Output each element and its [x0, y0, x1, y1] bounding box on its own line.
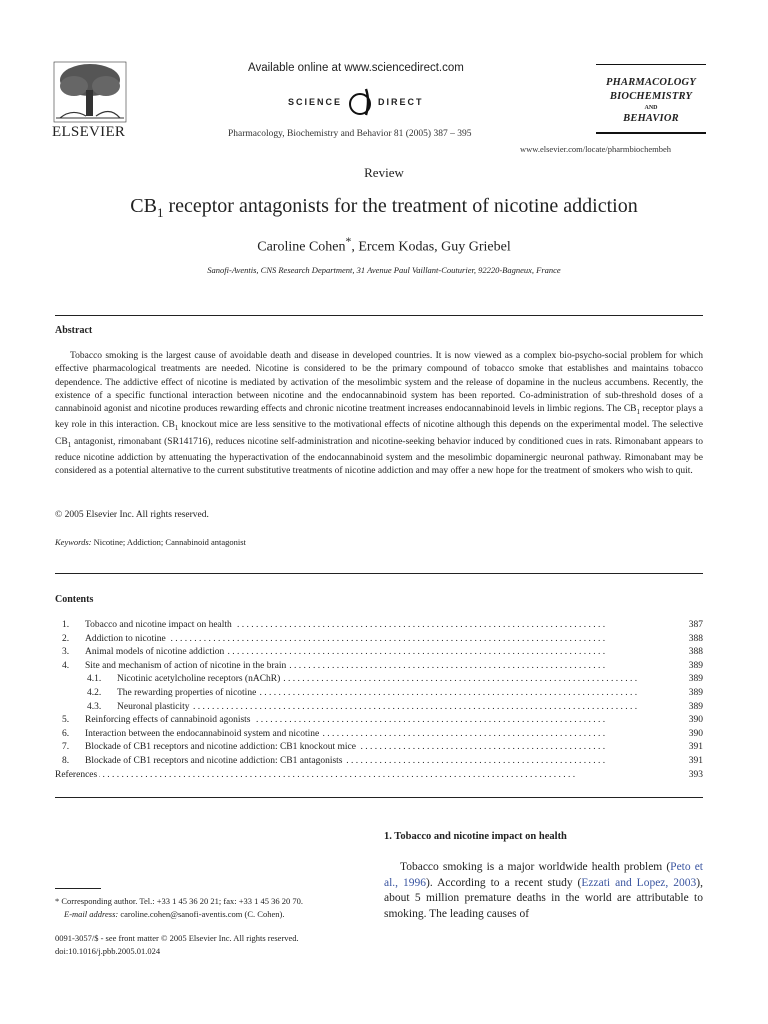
reference-link[interactable]: Peto et al., 1996 — [384, 861, 704, 889]
toc-page: 391 — [688, 742, 703, 753]
toc-title[interactable]: Tobacco and nicotine impact on health — [85, 620, 232, 630]
toc-number: 4.3. — [87, 701, 102, 712]
toc-number: 2. — [62, 633, 70, 644]
paragraph-text: ). According to a recent study ( — [426, 876, 582, 889]
toc-number: 6. — [62, 728, 70, 739]
toc-page: 389 — [688, 660, 703, 671]
toc-number: 4. — [62, 660, 70, 671]
toc-title[interactable]: Site and mechanism of action of nicotine in the brain — [85, 660, 287, 671]
email-label: E-mail address: — [64, 908, 119, 919]
toc-page: 389 — [688, 687, 703, 698]
abstract-sub-2: 1 — [174, 424, 179, 433]
toc-page: 389 — [688, 701, 703, 712]
sciencedirect-logo[interactable] — [278, 85, 448, 121]
journal-line-3: AND — [644, 105, 658, 111]
toc-title[interactable]: Interaction between the endocannabinoid system and nicotine — [85, 728, 320, 739]
toc-page: 390 — [688, 715, 703, 726]
toc-row[interactable] — [62, 755, 703, 769]
contents-top-rule — [55, 573, 703, 574]
abstract-part-2: receptor plays a key role in this interaction. CB — [55, 404, 703, 431]
title-rest: receptor antagonists for the treatment of nicotine addiction — [163, 195, 638, 217]
journal-top-rule — [596, 64, 706, 65]
toc-row[interactable] — [62, 687, 703, 701]
article-type: Review — [364, 165, 404, 180]
article-title — [0, 195, 768, 221]
toc-title[interactable]: Animal models of nicotine addiction — [85, 647, 225, 658]
toc-number: 4.1. — [87, 674, 102, 685]
publisher-name: ELSEVIER — [52, 124, 126, 140]
reference-link[interactable]: Ezzati and Lopez, 2003 — [581, 876, 697, 889]
abstract-part-1: Tobacco smoking is the largest cause of avoidable death and disease in developed countries. It is now viewed as a complex bio-psycho-social problem for which effective pharmacological treatments are needed. Nicotine is considered to be the primary compound of tobacco smoke that establishes and maintains tobacco dependence. The addictive effect of nicotine is mediated by activation of the mesolimbic system and the release of dopamine in the nucleus accumbens. Recently, the existence of a specific functional interaction between nicotine and the endocannabinoid system has been reported. Co-administration of sub-threshold doses of a cannabinoid agonist and nicotine produces rewarding effects and chronic nicotine treatment increases endocannabinoid levels in limbic regions. The CB — [55, 351, 703, 415]
toc-title[interactable]: The rewarding properties of nicotine — [117, 687, 257, 698]
toc-row[interactable] — [62, 619, 703, 633]
title-cb: CB — [130, 195, 157, 217]
toc-row[interactable] — [62, 660, 703, 674]
paragraph-text: Tobacco smoking is a major worldwide health problem ( — [400, 861, 671, 873]
toc-page: 388 — [688, 633, 703, 644]
toc-number: 5. — [62, 715, 70, 726]
toc-page: 390 — [688, 728, 703, 739]
title-subscript: 1 — [156, 205, 164, 220]
issn-doi — [55, 932, 299, 958]
elsevier-tree-logo — [52, 60, 128, 126]
journal-url[interactable]: www.elsevier.com/locate/pharmbiochembeh — [520, 144, 671, 154]
keywords — [55, 537, 246, 547]
toc-row[interactable] — [55, 769, 703, 783]
abstract-part-4: antagonist, rimonabant (SR141716), reduces nicotine self-administration and nicotine-seeking behavior induced by conditioned cues in rats. Rimonabant appears to reduce nicotine addiction by attenuating the hyperactivation of the endocannabinoid system and the mesolimbic dopaminergic neuronal pathway. Rimonabant may be considered as a potential alternative to the current substitutive treatments of nicotine addiction and may offer a new hope for the treatment of smokers who wish to quit. — [55, 436, 703, 477]
toc-page: 393 — [688, 769, 703, 780]
toc-title[interactable]: Reinforcing effects of cannabinoid agonists — [85, 715, 251, 726]
toc-row[interactable] — [62, 714, 703, 728]
toc-row[interactable] — [62, 741, 703, 755]
section-1-paragraph — [384, 860, 703, 922]
toc-page: 388 — [688, 647, 703, 658]
toc-row[interactable] — [62, 728, 703, 742]
abstract-sub-3: 1 — [67, 440, 72, 449]
abstract-text — [55, 350, 703, 478]
toc-page: 391 — [688, 755, 703, 766]
toc-number: 3. — [62, 647, 70, 658]
email-address[interactable]: caroline.cohen@sanofi-aventis.com (C. Cohen). — [118, 908, 285, 919]
keywords-list: Nicotine; Addiction; Cannabinoid antagonist — [91, 537, 246, 547]
author-1[interactable]: Caroline Cohen — [257, 239, 346, 255]
toc-title[interactable]: References — [55, 769, 98, 780]
available-online-text[interactable]: Available online at www.sciencedirect.com — [248, 62, 464, 74]
footnote-marker: * — [55, 896, 60, 906]
footnote-line-1 — [55, 895, 375, 908]
journal-line-2: BIOCHEMISTRY — [609, 91, 693, 102]
toc-row[interactable] — [62, 673, 703, 687]
toc-number: 7. — [62, 742, 70, 753]
sciencedirect-left: SCIENCE — [288, 97, 343, 107]
issn-line: 0091-3057/$ - see front matter © 2005 Elsevier Inc. All rights reserved. — [55, 933, 299, 943]
abstract-part-3: knockout mice are less sensitive to the motivational effects of nicotine although this depends on the experimental model. The selective CB — [55, 420, 703, 447]
toc-title[interactable]: Nicotinic acetylcholine receptors (nAChR) — [117, 674, 281, 685]
toc-number: 4.2. — [87, 687, 102, 698]
toc-row[interactable] — [62, 633, 703, 647]
abstract-top-rule — [55, 315, 703, 316]
footnote-line-2 — [55, 908, 375, 921]
toc-page: 387 — [688, 620, 703, 630]
table-of-contents — [55, 619, 703, 782]
paragraph-text: ), about 5 million premature deaths in the world are attributable to smoking. The leading causes of — [384, 876, 703, 920]
corresponding-footnote — [55, 895, 375, 920]
journal-line-1: PHARMACOLOGY — [606, 77, 696, 88]
contents-heading: Contents — [55, 594, 94, 605]
toc-page: 389 — [688, 674, 703, 685]
sciencedirect-d-icon — [346, 85, 374, 119]
toc-title[interactable]: Blockade of CB1 receptors and nicotine addiction: CB1 antagonists — [85, 755, 343, 766]
doi-line[interactable]: doi:10.1016/j.pbb.2005.01.024 — [55, 946, 161, 956]
toc-row[interactable] — [62, 701, 703, 715]
toc-number: 1. — [62, 620, 70, 630]
journal-title-block — [596, 66, 706, 134]
toc-title[interactable]: Neuronal plasticity — [117, 701, 190, 712]
journal-citation: Pharmacology, Biochemistry and Behavior 81 (2005) 387 – 395 — [228, 129, 472, 139]
abstract-copyright: © 2005 Elsevier Inc. All rights reserved. — [55, 510, 209, 520]
footnote-contact: Corresponding author. Tel.: +33 1 45 36 20 21; fax: +33 1 45 36 20 70. — [59, 896, 303, 906]
abstract-heading: Abstract — [55, 325, 93, 336]
toc-title[interactable]: Blockade of CB1 receptors and nicotine addiction: CB1 knockout mice — [85, 742, 356, 753]
toc-row[interactable] — [62, 646, 703, 660]
other-authors[interactable]: , Ercem Kodas, Guy Griebel — [351, 239, 511, 255]
journal-line-4: BEHAVIOR — [623, 113, 679, 124]
abstract-sub-1: 1 — [636, 408, 641, 417]
affiliation: Sanofi-Aventis, CNS Research Department, 31 Avenue Paul Vaillant-Couturier, 92220-Bagneux, France — [207, 265, 561, 275]
section-1-heading: 1. Tobacco and nicotine impact on health — [384, 831, 567, 842]
contents-bottom-rule — [55, 797, 703, 798]
toc-number: 8. — [62, 755, 70, 766]
author-list — [0, 235, 768, 256]
footnote-rule — [55, 888, 101, 889]
corresponding-mark[interactable]: * — [345, 235, 352, 248]
toc-title[interactable]: Addiction to nicotine — [85, 633, 166, 644]
sciencedirect-right: DIRECT — [378, 97, 424, 107]
keywords-label: Keywords: — [55, 537, 92, 547]
